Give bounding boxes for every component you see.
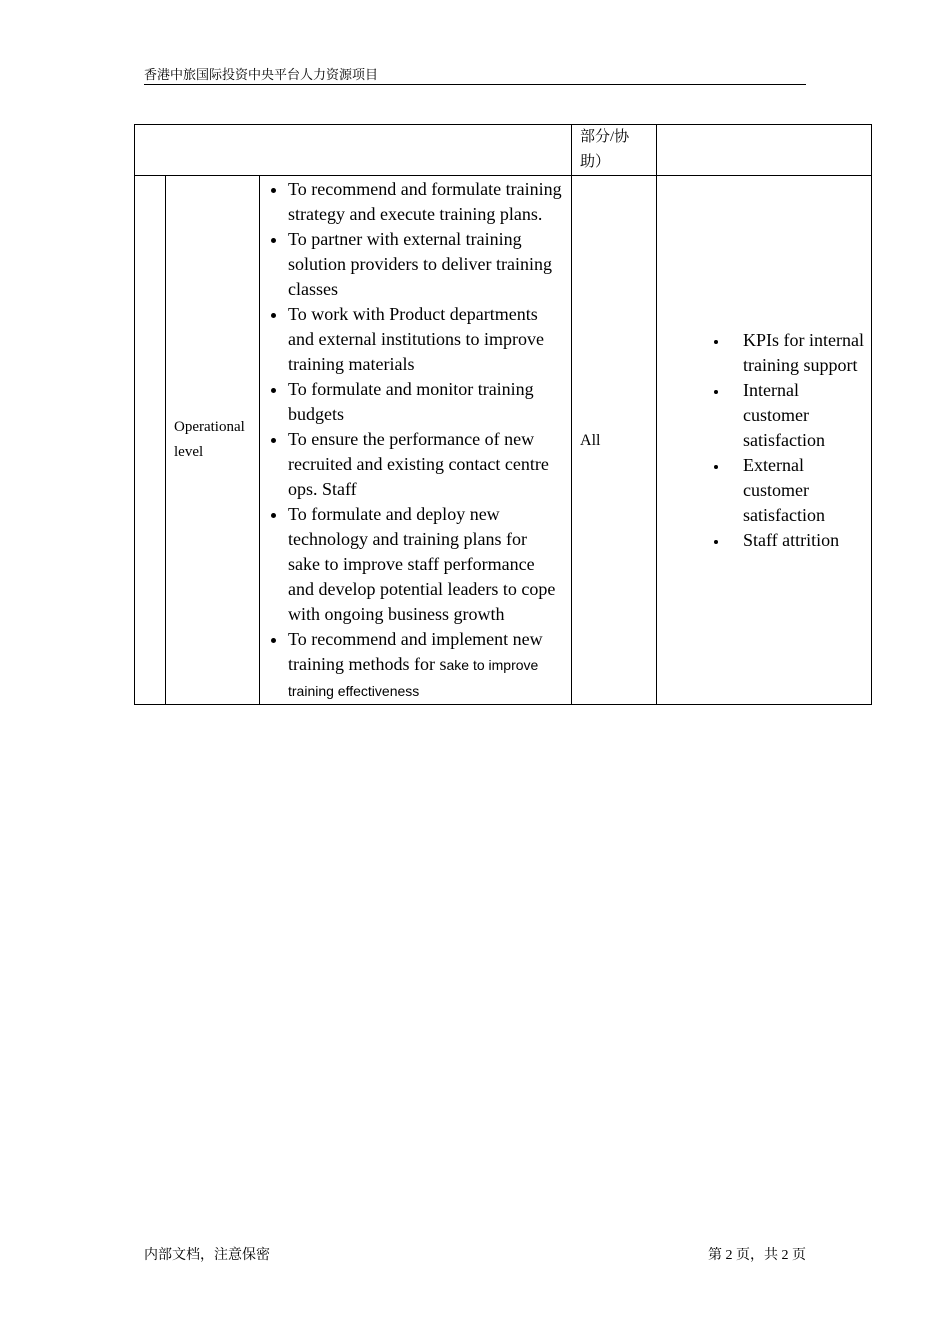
department-cell: All [572,176,657,705]
responsibility-item: • To recommend and formulate training strategy and execute training plans. [288,177,563,227]
responsibility-item: • To formulate and monitor training budgets [288,377,563,427]
responsibilities-list [260,176,571,704]
top-row-department-note: 部分/协助） [572,125,657,176]
responsibility-last-tail: ake to improve training effectiveness [288,657,539,699]
kpi-item [729,378,865,453]
responsibility-item: • To work with Product departments and external institutions to improve training materials [288,302,563,377]
kpi-item-text: • KPIs for internal training support [743,329,864,375]
responsibility-item: • To partner with external training solution providers to deliver training classes [288,227,563,302]
responsibility-item: • To ensure the performance of new recruited and existing contact centre ops. Staff [288,427,563,502]
kpi-item-text: • Internal customer satisfaction [743,379,825,450]
kpi-item-text: • External customer satisfaction [743,454,825,525]
responsibility-last-main: To recommend and implement new training methods for s [288,629,543,674]
table-row-operational [135,176,872,705]
row-index-cell [135,176,166,705]
kpi-item [729,328,865,378]
kpi-cell [657,176,872,705]
footer-confidential-note: 内部文档，注意保密 [144,1248,270,1263]
top-row-merged-cell [135,125,572,176]
responsibilities-cell [260,176,572,705]
kpi-list [657,328,871,553]
footer-page-number: 第 2 页，共 2 页 [708,1248,806,1263]
kpi-item-text: • Staff attrition [743,529,840,550]
page-header: 香港中旅国际投资中央平台人力资源项目 [144,66,806,85]
responsibility-item-last [288,627,563,704]
table-top-row [135,125,872,176]
kpi-item [729,453,865,528]
kpi-item [729,528,865,553]
kpi-table [134,124,872,705]
top-row-empty-cell [657,125,872,176]
level-cell: Operational level [166,176,260,705]
responsibility-item: • To formulate and deploy new technology and training plans for sake to improve staff performance and develop potential leaders to cope with ongoing business growth [288,502,563,627]
